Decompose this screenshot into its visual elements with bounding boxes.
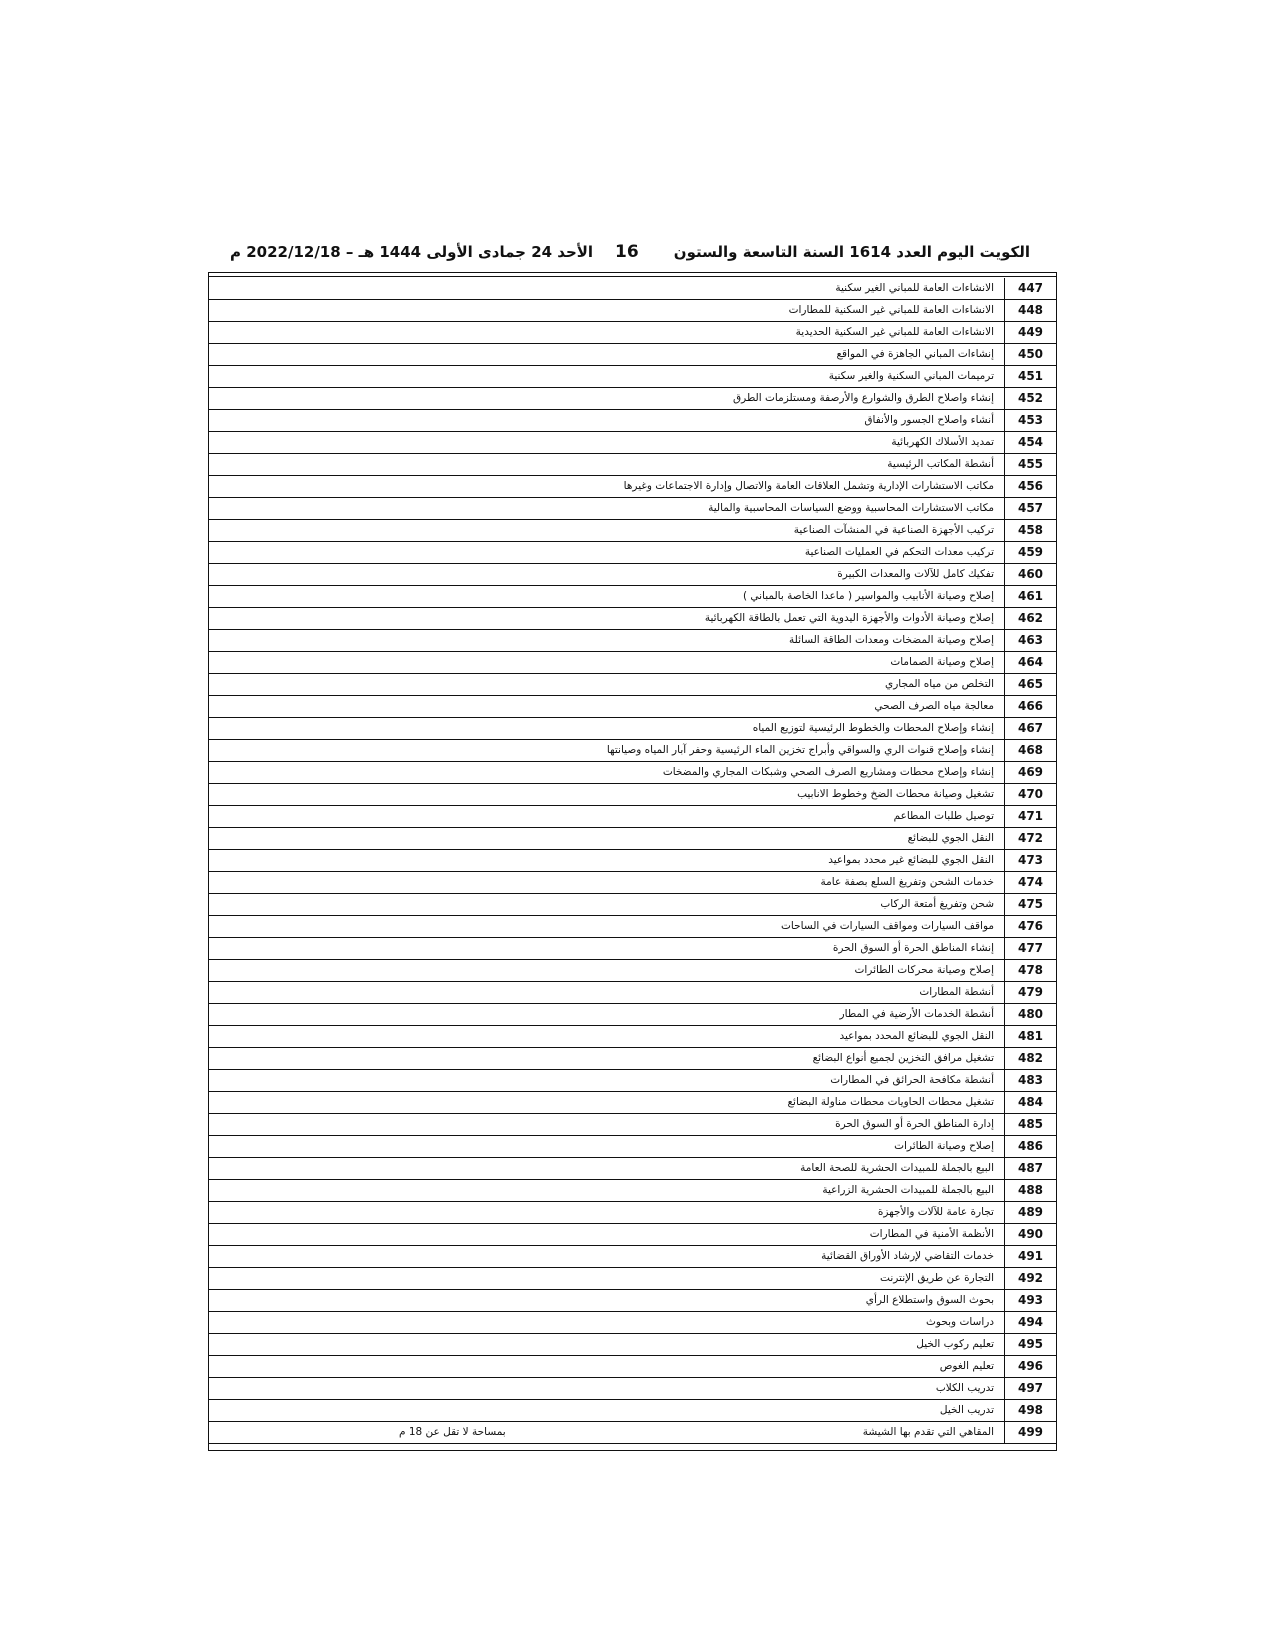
- activity-text: خدمات التقاضي لإرشاد الأوراق القضائية: [821, 1250, 994, 1262]
- row-number: 448: [1005, 300, 1057, 322]
- row-number: 452: [1005, 388, 1057, 410]
- row-number: 475: [1005, 894, 1057, 916]
- row-activity: [209, 740, 1005, 762]
- row-number: 479: [1005, 982, 1057, 1004]
- activity-text: مكاتب الاستشارات الإدارية وتشمل العلاقات العامة والاتصال وإدارة الاجتماعات وغيرها: [623, 480, 994, 492]
- activity-text: إنشاء وإصلاح قنوات الري والسواقي وأبراج تخزين الماء الرئيسية وحفر آبار المياه وصيانتها: [606, 744, 994, 756]
- activity-text: تدريب الكلاب: [935, 1382, 994, 1394]
- activity-text: التخلص من مياه المجاري: [885, 678, 994, 690]
- row-activity: [209, 718, 1005, 740]
- row-activity: [209, 366, 1005, 388]
- activity-text: أنشطة مكافحة الحرائق في المطارات: [830, 1074, 994, 1086]
- row-number: 487: [1005, 1158, 1057, 1180]
- table-row: [209, 784, 1056, 806]
- row-activity: [209, 1334, 1005, 1356]
- row-number: 497: [1005, 1378, 1057, 1400]
- row-number: 464: [1005, 652, 1057, 674]
- activity-text: مكاتب الاستشارات المحاسبية ووضع السياسات المحاسبية والمالية: [708, 502, 994, 514]
- row-activity: [209, 960, 1005, 982]
- table-row: [209, 520, 1056, 542]
- activity-text: إنشاءات المباني الجاهزة في المواقع: [836, 348, 994, 360]
- page-number: 16: [615, 242, 639, 262]
- row-number: 467: [1005, 718, 1057, 740]
- activity-text: بحوث السوق واستطلاع الرأي: [865, 1294, 994, 1306]
- row-number: 455: [1005, 454, 1057, 476]
- activity-text: إنشاء واصلاح الطرق والشوارع والأرصفة ومستلزمات الطرق: [733, 392, 994, 404]
- row-number: 473: [1005, 850, 1057, 872]
- row-number: 490: [1005, 1224, 1057, 1246]
- table-row: [209, 1356, 1056, 1378]
- row-activity: [209, 300, 1005, 322]
- table-row: [209, 652, 1056, 674]
- row-number: 460: [1005, 564, 1057, 586]
- row-number: 488: [1005, 1180, 1057, 1202]
- row-activity: [209, 388, 1005, 410]
- row-number: 470: [1005, 784, 1057, 806]
- row-activity: [209, 1048, 1005, 1070]
- row-activity: [209, 1312, 1005, 1334]
- row-activity: [209, 696, 1005, 718]
- row-number: 496: [1005, 1356, 1057, 1378]
- row-activity: [209, 1158, 1005, 1180]
- activity-text: إصلاح وصيانة الأنابيب والمواسير ( ماعدا الخاصة بالمباني ): [742, 590, 994, 602]
- activity-text: إنشاء المناطق الحرة أو السوق الحرة: [832, 942, 994, 954]
- table-row: [209, 322, 1056, 344]
- row-number: 498: [1005, 1400, 1057, 1422]
- table-row: [209, 938, 1056, 960]
- activity-note: بمساحة لا تقل عن 18 م: [399, 1426, 506, 1438]
- row-activity: [209, 630, 1005, 652]
- row-activity: [209, 652, 1005, 674]
- row-number: 481: [1005, 1026, 1057, 1048]
- table-row: [209, 366, 1056, 388]
- row-activity: [209, 1004, 1005, 1026]
- table-row: [209, 278, 1056, 300]
- activity-text: شحن وتفريغ أمتعة الركاب: [880, 898, 994, 910]
- row-activity: [209, 1092, 1005, 1114]
- row-number: 478: [1005, 960, 1057, 982]
- activity-text: الانشاءات العامة للمباني الغير سكنية: [835, 282, 994, 294]
- activity-text: الأنظمة الأمنية في المطارات: [869, 1228, 994, 1240]
- row-activity: [209, 608, 1005, 630]
- row-activity: [209, 1268, 1005, 1290]
- row-activity: [209, 542, 1005, 564]
- table-row: [209, 1070, 1056, 1092]
- table-row: [209, 1180, 1056, 1202]
- table-row: [209, 608, 1056, 630]
- table-row: [209, 586, 1056, 608]
- row-number: 453: [1005, 410, 1057, 432]
- activity-text: النقل الجوي للبضائع المحدد بمواعيد: [839, 1030, 994, 1042]
- row-activity: [209, 938, 1005, 960]
- activity-text: تركيب الأجهزة الصناعية في المنشآت الصناعية: [793, 524, 994, 536]
- row-activity: [209, 520, 1005, 542]
- activity-text: النقل الجوي للبضائع: [907, 832, 994, 844]
- table-row: [209, 806, 1056, 828]
- table-row: [209, 498, 1056, 520]
- table-row: [209, 1246, 1056, 1268]
- activity-text: الانشاءات العامة للمباني غير السكنية الحديدية: [795, 326, 994, 338]
- row-number: 450: [1005, 344, 1057, 366]
- activity-text: إنشاء وإصلاح محطات ومشاريع الصرف الصحي وشبكات المجاري والمضخات: [662, 766, 994, 778]
- table-row: [209, 410, 1056, 432]
- row-number: 495: [1005, 1334, 1057, 1356]
- table-row: [209, 894, 1056, 916]
- table-row: [209, 388, 1056, 410]
- row-number: 484: [1005, 1092, 1057, 1114]
- row-activity: [209, 982, 1005, 1004]
- row-number: 469: [1005, 762, 1057, 784]
- table-row: [209, 1136, 1056, 1158]
- gazette-title: الكويت اليوم العدد 1614 السنة التاسعة والستون: [673, 243, 1030, 261]
- row-activity: [209, 586, 1005, 608]
- row-number: 480: [1005, 1004, 1057, 1026]
- activity-text: تعليم ركوب الخيل: [916, 1338, 994, 1350]
- table-row: [209, 1114, 1056, 1136]
- row-activity: [209, 1026, 1005, 1048]
- table-row: [209, 1378, 1056, 1400]
- row-activity: [209, 322, 1005, 344]
- row-activity: [209, 872, 1005, 894]
- row-number: 482: [1005, 1048, 1057, 1070]
- row-number: 472: [1005, 828, 1057, 850]
- row-activity: [209, 1422, 1005, 1444]
- issue-date: الأحد 24 جمادى الأولى 1444 هـ – 2022/12/18 م: [230, 243, 594, 261]
- row-number: 457: [1005, 498, 1057, 520]
- activity-text: تركيب معدات التحكم في العمليات الصناعية: [804, 546, 994, 558]
- row-activity: [209, 674, 1005, 696]
- row-activity: [209, 410, 1005, 432]
- page-header: [230, 238, 1030, 266]
- activity-text: مواقف السيارات ومواقف السيارات في الساحات: [781, 920, 994, 932]
- row-activity: [209, 850, 1005, 872]
- activities-table: [209, 278, 1056, 1444]
- activity-text: إنشاء وإصلاح المحطات والخطوط الرئيسية لتوزيع المياه: [752, 722, 994, 734]
- row-number: 486: [1005, 1136, 1057, 1158]
- row-number: 468: [1005, 740, 1057, 762]
- activity-text: إدارة المناطق الحرة أو السوق الحرة: [835, 1118, 994, 1130]
- table-row: [209, 674, 1056, 696]
- activity-text: دراسات وبحوث: [926, 1316, 994, 1328]
- row-activity: [209, 1400, 1005, 1422]
- table-row: [209, 1158, 1056, 1180]
- row-number: 459: [1005, 542, 1057, 564]
- table-row: [209, 828, 1056, 850]
- activity-text: إصلاح وصيانة محركات الطائرات: [854, 964, 994, 976]
- activity-text: إصلاح وصيانة الطائرات: [894, 1140, 994, 1152]
- row-activity: [209, 1180, 1005, 1202]
- row-number: 461: [1005, 586, 1057, 608]
- activity-text: تشغيل وصيانة محطات الضخ وخطوط الانابيب: [797, 788, 994, 800]
- row-activity: [209, 806, 1005, 828]
- row-number: 476: [1005, 916, 1057, 938]
- table-row: [209, 630, 1056, 652]
- table-row: [209, 542, 1056, 564]
- table-row: [209, 1334, 1056, 1356]
- table-row: [209, 696, 1056, 718]
- activity-text: تشغيل مرافق التخزين لجميع أنواع البضائع: [812, 1052, 994, 1064]
- row-activity: [209, 762, 1005, 784]
- row-number: 451: [1005, 366, 1057, 388]
- table-row: [209, 1422, 1056, 1444]
- table-row: [209, 454, 1056, 476]
- table-row: [209, 960, 1056, 982]
- table-row: [209, 982, 1056, 1004]
- row-activity: [209, 1224, 1005, 1246]
- table-row: [209, 1268, 1056, 1290]
- activity-text: تعليم الغوص: [939, 1360, 994, 1372]
- table-row: [209, 1048, 1056, 1070]
- activity-text: معالجة مياه الصرف الصحي: [874, 700, 994, 712]
- row-activity: [209, 1202, 1005, 1224]
- activity-text: النقل الجوي للبضائع غير محدد بمواعيد: [828, 854, 994, 866]
- table-row: [209, 1290, 1056, 1312]
- activity-text: التجارة عن طريق الإنترنت: [880, 1272, 994, 1284]
- row-number: 499: [1005, 1422, 1057, 1444]
- activity-text: الانشاءات العامة للمباني غير السكنية للمطارات: [788, 304, 994, 316]
- row-number: 471: [1005, 806, 1057, 828]
- activity-text: البيع بالجملة للمبيدات الحشرية الزراعية: [822, 1184, 994, 1196]
- table-row: [209, 718, 1056, 740]
- activity-text: تمديد الأسلاك الكهربائية: [891, 436, 994, 448]
- table-row: [209, 344, 1056, 366]
- row-activity: [209, 784, 1005, 806]
- table-row: [209, 1312, 1056, 1334]
- row-number: 454: [1005, 432, 1057, 454]
- activity-text: إصلاح وصيانة المضخات ومعدات الطاقة السائلة: [789, 634, 994, 646]
- activity-text: أنشطة المكاتب الرئيسية: [887, 458, 994, 470]
- table-row: [209, 1400, 1056, 1422]
- table-row: [209, 872, 1056, 894]
- row-activity: [209, 278, 1005, 300]
- row-activity: [209, 1356, 1005, 1378]
- row-number: 462: [1005, 608, 1057, 630]
- row-number: 485: [1005, 1114, 1057, 1136]
- table-row: [209, 1026, 1056, 1048]
- table-row: [209, 740, 1056, 762]
- table-row: [209, 1202, 1056, 1224]
- table-row: [209, 1004, 1056, 1026]
- row-activity: [209, 1114, 1005, 1136]
- row-number: 447: [1005, 278, 1057, 300]
- row-number: 491: [1005, 1246, 1057, 1268]
- activity-text: المقاهي التي تقدم بها الشيشة: [862, 1426, 994, 1438]
- table-row: [209, 476, 1056, 498]
- activity-text: تشغيل محطات الحاويات محطات مناولة البضائع: [787, 1096, 994, 1108]
- row-activity: [209, 1246, 1005, 1268]
- activities-table-frame: [208, 272, 1057, 1451]
- row-number: 465: [1005, 674, 1057, 696]
- row-number: 492: [1005, 1268, 1057, 1290]
- row-activity: [209, 476, 1005, 498]
- activity-text: تدريب الخيل: [939, 1404, 994, 1416]
- table-row: [209, 564, 1056, 586]
- activity-text: إصلاح وصيانة الأدوات والأجهزة اليدوية التي تعمل بالطاقة الكهربائية: [704, 612, 994, 624]
- row-number: 493: [1005, 1290, 1057, 1312]
- row-number: 477: [1005, 938, 1057, 960]
- row-activity: [209, 1378, 1005, 1400]
- table-row: [209, 916, 1056, 938]
- activity-text: خدمات الشحن وتفريغ السلع بصفة عامة: [820, 876, 994, 888]
- row-activity: [209, 498, 1005, 520]
- row-number: 474: [1005, 872, 1057, 894]
- activity-text: أنشطة المطارات: [919, 986, 994, 998]
- row-number: 456: [1005, 476, 1057, 498]
- row-activity: [209, 344, 1005, 366]
- activity-text: ترميمات المباني السكنية والغير سكنية: [828, 370, 994, 382]
- row-activity: [209, 828, 1005, 850]
- activities-table-body: [209, 278, 1056, 1444]
- activity-text: تجارة عامة للآلات والأجهزة: [877, 1206, 994, 1218]
- table-row: [209, 850, 1056, 872]
- row-number: 449: [1005, 322, 1057, 344]
- activity-text: البيع بالجملة للمبيدات الحشرية للصحة العامة: [800, 1162, 994, 1174]
- row-activity: [209, 432, 1005, 454]
- table-row: [209, 1224, 1056, 1246]
- row-number: 466: [1005, 696, 1057, 718]
- row-activity: [209, 564, 1005, 586]
- row-number: 489: [1005, 1202, 1057, 1224]
- table-row: [209, 432, 1056, 454]
- table-row: [209, 1092, 1056, 1114]
- row-number: 483: [1005, 1070, 1057, 1092]
- row-activity: [209, 1070, 1005, 1092]
- activity-text: تفكيك كامل للآلات والمعدات الكبيرة: [837, 568, 994, 580]
- row-number: 463: [1005, 630, 1057, 652]
- row-activity: [209, 454, 1005, 476]
- row-activity: [209, 1136, 1005, 1158]
- row-number: 458: [1005, 520, 1057, 542]
- table-row: [209, 762, 1056, 784]
- row-number: 494: [1005, 1312, 1057, 1334]
- activity-text: توصيل طلبات المطاعم: [893, 810, 994, 822]
- table-row: [209, 300, 1056, 322]
- activity-text: إصلاح وصيانة الصمامات: [890, 656, 994, 668]
- activity-text: أنشطة الخدمات الأرضية في المطار: [839, 1008, 994, 1020]
- row-activity: [209, 894, 1005, 916]
- row-activity: [209, 916, 1005, 938]
- row-activity: [209, 1290, 1005, 1312]
- activity-text: أنشاء واصلاح الجسور والأنفاق: [864, 414, 994, 426]
